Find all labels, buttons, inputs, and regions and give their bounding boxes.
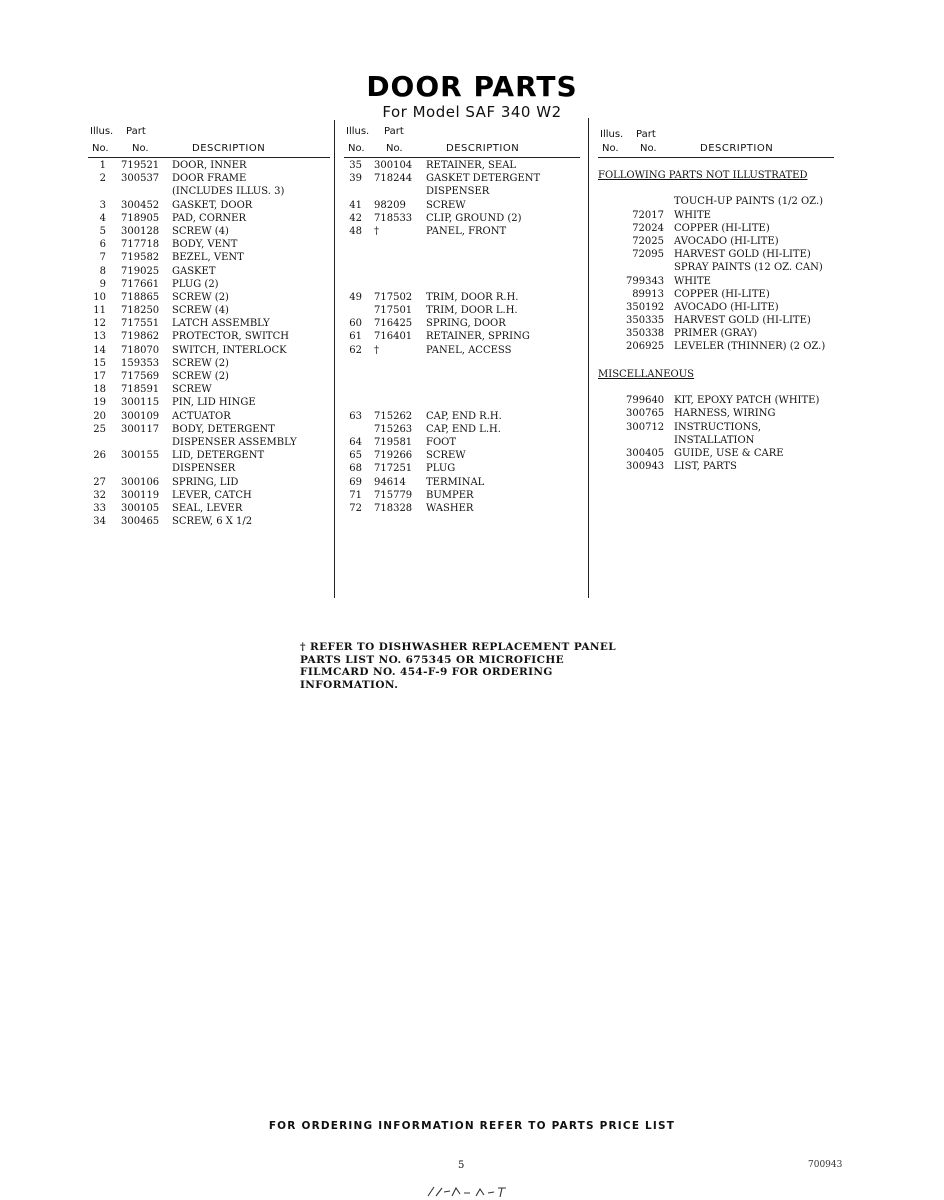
part-description: SPRAY PAINTS (12 OZ. CAN) <box>674 262 823 274</box>
illus-number: 15 <box>93 357 106 369</box>
illus-number: 26 <box>93 450 106 462</box>
illus-number: 65 <box>349 450 362 462</box>
part-description: INSTALLATION <box>674 434 755 446</box>
illus-number: 14 <box>93 344 106 356</box>
part-description: TERMINAL <box>426 476 485 488</box>
part-number: 715779 <box>374 489 413 501</box>
part-number: 94614 <box>374 476 406 488</box>
parts-row <box>88 304 330 317</box>
part-description: DISPENSER <box>172 463 236 475</box>
ordering-footer: FOR ORDERING INFORMATION REFER TO PARTS PRICE LIST <box>268 1120 676 1132</box>
part-number: 718070 <box>121 344 160 356</box>
part-description: PROTECTOR, SWITCH <box>172 331 289 343</box>
part-description: SPRING, LID <box>172 476 239 488</box>
part-number: † <box>374 344 379 356</box>
part-description: COPPER (HI-LITE) <box>674 288 770 300</box>
part-description: HARVEST GOLD (HI-LITE) <box>674 249 811 261</box>
part-description: AVOCADO (HI-LITE) <box>674 235 779 247</box>
part-number: 717251 <box>374 463 413 475</box>
part-number: 718591 <box>121 384 160 396</box>
parts-row <box>344 436 580 449</box>
part-number: 716425 <box>374 318 413 330</box>
part-description: PLUG <box>426 463 456 475</box>
parts-row <box>344 317 580 330</box>
parts-row <box>598 340 834 353</box>
parts-column-3 <box>598 123 834 473</box>
part-number: 300128 <box>121 225 160 237</box>
part-number: 717551 <box>121 318 160 330</box>
handwritten-mark <box>424 1184 524 1200</box>
part-number: † <box>374 225 379 237</box>
illus-number: 68 <box>349 463 362 475</box>
illus-no-header: No. <box>602 143 619 154</box>
parts-row <box>88 265 330 278</box>
part-number: 718865 <box>121 291 160 303</box>
section-heading-not-illustrated: FOLLOWING PARTS NOT ILLUSTRATED <box>598 170 808 181</box>
parts-row <box>88 330 330 343</box>
illus-number: 17 <box>93 371 106 382</box>
part-description: PAD, CORNER <box>172 212 247 224</box>
part-number: 300105 <box>121 502 160 514</box>
parts-row <box>88 238 330 251</box>
part-number: 300155 <box>121 450 160 462</box>
illus-number: 41 <box>349 199 362 211</box>
parts-row <box>88 370 330 383</box>
part-description: PANEL, FRONT <box>426 225 507 237</box>
parts-row <box>344 462 580 475</box>
parts-row <box>598 434 834 447</box>
parts-row <box>344 396 580 409</box>
document-code: 700943 <box>808 1160 843 1170</box>
parts-row <box>598 222 834 235</box>
part-description: SPRING, DOOR <box>426 318 506 330</box>
part-description: DISPENSER ASSEMBLY <box>172 436 297 448</box>
parts-row <box>598 354 834 367</box>
parts-row <box>344 238 580 251</box>
parts-row <box>344 502 580 515</box>
parts-row <box>88 278 330 291</box>
parts-row <box>598 421 834 434</box>
part-number: 89913 <box>632 288 664 300</box>
part-number: 300452 <box>121 199 160 211</box>
header-rule <box>88 157 330 158</box>
parts-row <box>598 407 834 420</box>
part-number: 717661 <box>121 278 160 290</box>
part-number: 300465 <box>121 516 160 528</box>
parts-row <box>598 327 834 340</box>
part-number: 350335 <box>626 315 665 327</box>
part-description: HARVEST GOLD (HI-LITE) <box>674 315 811 327</box>
part-number: 72025 <box>632 235 664 247</box>
illus-number: 60 <box>349 318 362 330</box>
part-number: 72095 <box>632 249 664 261</box>
part-description: PANEL, ACCESS <box>426 344 512 356</box>
part-description: RETAINER, SEAL <box>426 160 517 171</box>
parts-row <box>88 291 330 304</box>
part-number: 300943 <box>626 461 665 473</box>
part-description: DISPENSER <box>426 186 490 198</box>
part-description: SCREW <box>426 450 466 462</box>
part-number: 715263 <box>374 423 413 435</box>
part-number: 72024 <box>632 222 664 234</box>
illus-number: 7 <box>99 252 106 264</box>
part-description: SCREW (2) <box>172 357 229 369</box>
model-subtitle: For Model SAF 340 W2 <box>382 103 562 121</box>
illus-number: 64 <box>349 436 362 448</box>
description-header: DESCRIPTION <box>700 143 774 154</box>
parts-row <box>344 383 580 396</box>
illus-number: 8 <box>99 265 106 277</box>
part-description: WASHER <box>426 502 474 514</box>
parts-row <box>598 209 834 222</box>
part-description: TRIM, DOOR R.H. <box>426 291 519 303</box>
part-description: WHITE <box>674 209 711 221</box>
illus-number: 42 <box>349 212 362 224</box>
part-description: SCREW (4) <box>172 225 229 237</box>
header-rule <box>598 157 834 158</box>
parts-row <box>344 291 580 304</box>
part-number: 300712 <box>626 421 665 433</box>
illus-number: 5 <box>99 225 106 237</box>
parts-row <box>344 172 580 185</box>
parts-row <box>88 159 330 172</box>
part-description: LIST, PARTS <box>674 461 737 473</box>
not-illustrated-rows <box>598 182 834 367</box>
illus-number: 32 <box>93 489 106 501</box>
part-number: 718250 <box>121 305 160 317</box>
part-number: 300405 <box>626 447 665 459</box>
parts-row <box>88 251 330 264</box>
part-description: LID, DETERGENT <box>172 450 265 462</box>
illus-number: 25 <box>93 423 106 435</box>
parts-row <box>344 423 580 436</box>
parts-row <box>344 225 580 238</box>
parts-row <box>344 330 580 343</box>
part-number: 717569 <box>121 371 160 382</box>
part-number: 350192 <box>626 301 665 313</box>
illus-number: 72 <box>349 502 362 514</box>
illus-number: 61 <box>349 331 362 343</box>
part-number: 799343 <box>626 275 665 287</box>
illus-number: 34 <box>93 516 106 528</box>
parts-row <box>344 304 580 317</box>
part-number: 300106 <box>121 476 160 488</box>
column-divider <box>334 120 335 598</box>
parts-row <box>598 261 834 274</box>
part-number: 719862 <box>121 331 160 343</box>
parts-row <box>598 195 834 208</box>
parts-column-1 <box>88 123 330 528</box>
part-description: PLUG (2) <box>172 278 219 290</box>
parts-row <box>598 235 834 248</box>
part-description: PRIMER (GRAY) <box>674 328 758 340</box>
header-rule <box>344 157 580 158</box>
part-number: 300109 <box>121 410 160 422</box>
part-description: TOUCH-UP PAINTS (1/2 OZ.) <box>674 196 824 208</box>
part-number: 300104 <box>374 160 413 171</box>
parts-row <box>88 502 330 515</box>
illus-number: 20 <box>93 410 106 422</box>
part-description: KIT, EPOXY PATCH (WHITE) <box>674 395 820 407</box>
page-title: DOOR PARTS <box>366 70 578 103</box>
part-description: HARNESS, WIRING <box>674 408 776 420</box>
part-description: GASKET DETERGENT <box>426 173 541 185</box>
parts-row <box>598 275 834 288</box>
illus-number: 69 <box>349 476 362 488</box>
part-description: GASKET <box>172 265 216 277</box>
part-number: 159353 <box>121 357 160 369</box>
part-description: BEZEL, VENT <box>172 252 244 264</box>
part-description: RETAINER, SPRING <box>426 331 530 343</box>
illus-number: 63 <box>349 410 362 422</box>
part-number: 717718 <box>121 239 160 251</box>
part-number: 350338 <box>626 328 665 340</box>
parts-row <box>598 460 834 473</box>
part-number: 300119 <box>121 489 160 501</box>
parts-row <box>598 301 834 314</box>
parts-row <box>344 489 580 502</box>
parts-row <box>88 462 330 475</box>
part-number: 717502 <box>374 291 413 303</box>
part-description: LEVER, CATCH <box>172 489 252 501</box>
part-number: 716401 <box>374 331 413 343</box>
illus-number: 71 <box>349 489 362 501</box>
illus-number: 19 <box>93 397 106 409</box>
part-header: Part <box>384 126 404 137</box>
parts-list <box>88 159 330 528</box>
parts-row <box>344 449 580 462</box>
illus-number: 62 <box>349 344 362 356</box>
parts-row <box>344 212 580 225</box>
illus-number: 6 <box>99 239 106 251</box>
parts-row <box>88 185 330 198</box>
part-number: 719581 <box>374 436 413 448</box>
part-number: 715262 <box>374 410 413 422</box>
parts-row <box>88 344 330 357</box>
miscellaneous-rows <box>598 381 834 473</box>
part-description: GASKET, DOOR <box>172 199 253 211</box>
parts-column-2 <box>344 123 580 514</box>
parts-row <box>88 476 330 489</box>
part-number: 300115 <box>121 397 160 409</box>
part-number: 719582 <box>121 252 160 264</box>
parts-row <box>344 476 580 489</box>
part-description: CLIP, GROUND (2) <box>426 212 522 224</box>
illus-number: 3 <box>99 199 106 211</box>
parts-row <box>88 357 330 370</box>
parts-row <box>598 447 834 460</box>
replacement-panel-footnote: † REFER TO DISHWASHER REPLACEMENT PANEL PARTS LIST NO. 675345 OR MICROFICHE FILMCARD NO. 454-F-9 FOR ORDERING INFORMATION. <box>300 641 617 691</box>
parts-row <box>598 314 834 327</box>
part-description: SCREW, 6 X 1/2 <box>172 516 253 528</box>
illus-number: 12 <box>93 318 106 330</box>
part-description: LATCH ASSEMBLY <box>172 318 270 330</box>
parts-row <box>344 251 580 264</box>
description-header: DESCRIPTION <box>446 143 520 154</box>
part-number: 718533 <box>374 212 413 224</box>
part-no-header: No. <box>132 143 149 154</box>
part-description: CAP, END R.H. <box>426 410 502 422</box>
part-description: INSTRUCTIONS, <box>674 421 762 433</box>
part-number: 717501 <box>374 305 413 317</box>
part-description: WHITE <box>674 275 711 287</box>
part-description: BODY, DETERGENT <box>172 423 275 435</box>
parts-row <box>88 410 330 423</box>
section-heading-miscellaneous: MISCELLANEOUS <box>598 368 695 380</box>
part-number: 799640 <box>626 395 665 407</box>
part-description: CAP, END L.H. <box>426 423 501 435</box>
parts-row <box>88 436 330 449</box>
parts-row <box>598 182 834 195</box>
parts-row <box>88 449 330 462</box>
part-description: BODY, VENT <box>172 239 238 251</box>
part-no-header: No. <box>640 143 657 154</box>
part-description: (INCLUDES ILLUS. 3) <box>172 186 285 198</box>
part-number: 98209 <box>374 199 406 211</box>
parts-row <box>88 317 330 330</box>
part-number: 719521 <box>121 160 160 171</box>
parts-row <box>88 199 330 212</box>
part-number: 718328 <box>374 502 413 514</box>
part-description: SEAL, LEVER <box>172 502 243 514</box>
parts-row <box>88 423 330 436</box>
illus-no-header: No. <box>92 143 109 154</box>
part-description: DOOR FRAME <box>172 173 247 185</box>
part-description: PIN, LID HINGE <box>172 397 256 409</box>
illus-number: 18 <box>93 384 106 396</box>
part-description: SCREW <box>172 384 212 396</box>
parts-row <box>88 225 330 238</box>
illus-no-header: No. <box>348 143 365 154</box>
column-header <box>88 123 330 157</box>
part-description: FOOT <box>426 436 457 448</box>
part-number: 718905 <box>121 212 160 224</box>
part-number: 206925 <box>626 341 665 353</box>
part-description: LEVELER (THINNER) (2 OZ.) <box>674 341 826 353</box>
part-header: Part <box>126 126 146 137</box>
illus-number: 2 <box>99 173 106 185</box>
parts-row <box>344 159 580 172</box>
parts-row <box>598 381 834 394</box>
part-number: 300765 <box>626 408 665 420</box>
parts-row <box>88 172 330 185</box>
parts-row <box>88 383 330 396</box>
parts-row <box>598 288 834 301</box>
illus-number: 13 <box>93 331 106 343</box>
part-description: SCREW (2) <box>172 291 229 303</box>
parts-row <box>598 394 834 407</box>
illus-number: 33 <box>93 502 106 514</box>
illus-header: Illus. <box>90 126 114 137</box>
part-no-header: No. <box>386 143 403 154</box>
parts-list <box>344 159 580 515</box>
parts-row <box>344 344 580 357</box>
illus-header: Illus. <box>600 129 624 140</box>
part-number: 719266 <box>374 450 413 462</box>
illus-number: 11 <box>93 305 106 317</box>
illus-number: 49 <box>349 291 362 303</box>
part-description: TRIM, DOOR L.H. <box>426 305 518 317</box>
illus-number: 4 <box>99 212 106 224</box>
part-number: 718244 <box>374 173 413 185</box>
parts-row <box>344 357 580 370</box>
illus-number: 9 <box>99 278 106 290</box>
part-description: BUMPER <box>426 489 474 501</box>
part-number: 300117 <box>121 423 160 435</box>
part-description: SWITCH, INTERLOCK <box>172 344 287 356</box>
parts-row <box>344 410 580 423</box>
parts-row <box>88 212 330 225</box>
part-description: GUIDE, USE & CARE <box>674 447 784 459</box>
part-description: AVOCADO (HI-LITE) <box>674 301 779 313</box>
illus-number: 48 <box>349 225 362 237</box>
illus-number: 27 <box>93 476 106 488</box>
part-header: Part <box>636 129 656 140</box>
parts-row <box>88 396 330 409</box>
parts-row <box>88 515 330 528</box>
parts-row <box>344 370 580 383</box>
parts-row <box>598 248 834 261</box>
part-description: DOOR, INNER <box>172 160 247 171</box>
unillustrated-parts-list <box>598 169 834 473</box>
column-header <box>344 123 580 157</box>
page-number: 5 <box>458 1160 465 1171</box>
part-description: SCREW (2) <box>172 371 229 382</box>
column-header <box>598 123 834 157</box>
part-number: 300537 <box>121 173 160 185</box>
part-number: 719025 <box>121 265 160 277</box>
parts-row <box>344 265 580 278</box>
part-description: ACTUATOR <box>172 410 231 422</box>
parts-row <box>344 278 580 291</box>
column-divider <box>588 118 589 598</box>
parts-row <box>344 185 580 198</box>
part-number: 72017 <box>632 209 664 221</box>
part-description: SCREW (4) <box>172 305 229 317</box>
part-description: COPPER (HI-LITE) <box>674 222 770 234</box>
parts-row <box>88 489 330 502</box>
illus-number: 1 <box>99 160 106 171</box>
description-header: DESCRIPTION <box>192 143 266 154</box>
illus-number: 35 <box>349 160 362 171</box>
illus-header: Illus. <box>346 126 370 137</box>
part-description: SCREW <box>426 199 466 211</box>
illus-number: 10 <box>93 291 106 303</box>
parts-row <box>344 199 580 212</box>
illus-number: 39 <box>349 173 362 185</box>
